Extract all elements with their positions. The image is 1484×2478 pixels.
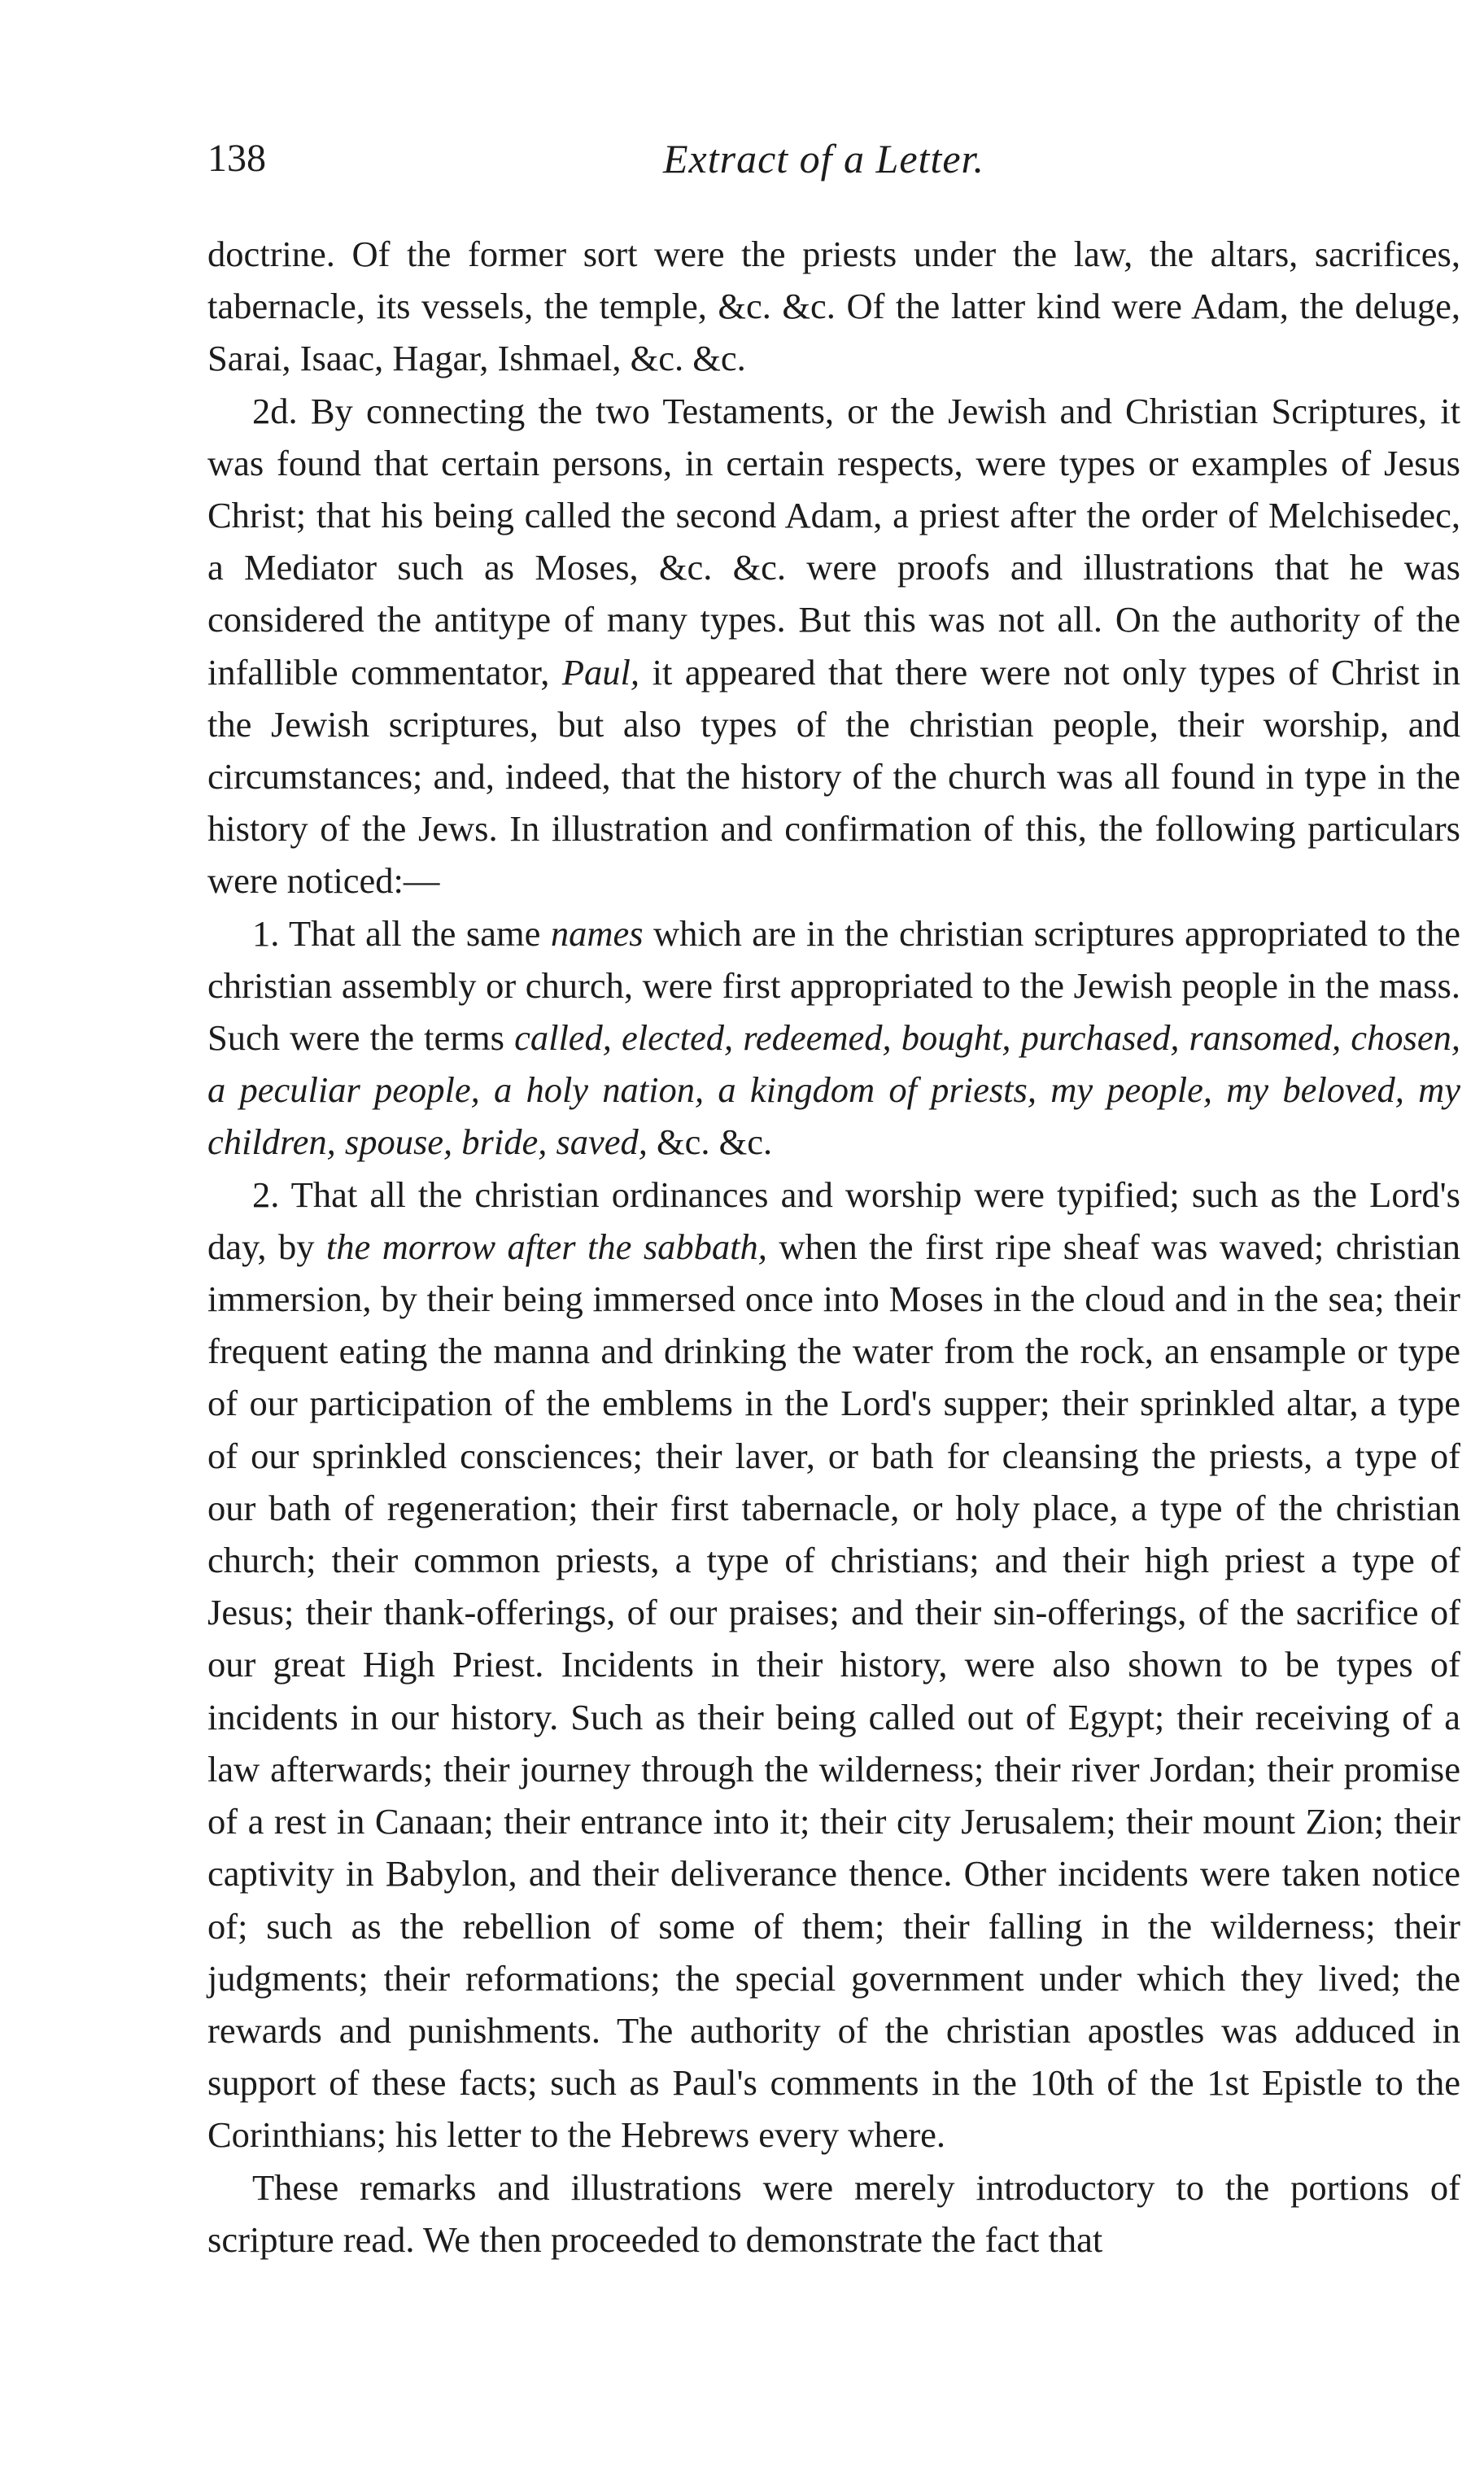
text-run: which are in the christian scriptures appropriated to the christian assembly or church, were first appropriated to the Jewish people in the mass. Such were the terms <box>207 912 1460 1059</box>
text-run: it appeared that there were not only types of Christ in the Jewish scriptures, but also types of the christian people, their worship, and circumstances; and, indeed, that the history of the church was all found in type in the history of the Jews. In illustration and confirmation of this, the following particulars were noticed:— <box>207 651 1460 902</box>
running-title: Extract of a Letter. <box>663 136 984 181</box>
text-run: &c. &c. <box>647 1121 773 1163</box>
page-header <box>207 130 1460 187</box>
italic-text: the morrow after the sabbath, <box>325 1226 767 1267</box>
italic-text: Paul, <box>561 651 640 693</box>
text-run: 1. That all the same <box>252 912 551 954</box>
body-text <box>207 228 1460 2266</box>
paragraph <box>207 2161 1460 2266</box>
page-number: 138 <box>207 137 266 180</box>
paragraph <box>207 385 1460 907</box>
italic-text: names <box>550 912 644 954</box>
list-item <box>207 1169 1460 2161</box>
paragraph <box>207 228 1460 385</box>
list-item <box>207 907 1460 1169</box>
text-run: when the first ripe sheaf was waved; christian immersion, by their being immersed once into Moses in the cloud and in the sea; their frequent eating the manna and drinking the water from the rock, an ensample or type of our participation of the emblems in the Lord's supper; their sprinkled altar, a type of our sprinkled consciences; their laver, or bath for cleansing the priests, a type of our bath of regeneration; their first tabernacle, or holy place, a type of the christian church; their common priests, a type of christians; and their high priest a type of Jesus; their thank-offerings, of our praises; and their sin-offerings, of the sacrifice of our great High Priest. Incidents in their history, were also shown to be types of incidents in our history. Such as their being called out of Egypt; their receiving of a law afterwards; their journey through the wilderness; their river Jordan; their promise of a rest in Canaan; their entrance into it; their city Jerusalem; their mount Zion; their captivity in Babylon, and their deliverance thence. Other incidents were taken notice of; such as the rebellion of some of them; their falling in the wilderness; their judgments; their reformations; the special government under which they lived; the rewards and punishments. The authority of the christian apostles was adduced in support of these facts; such as Paul's comments in the 10th of the 1st Epistle to the Corinthians; his letter to the Hebrews every where. <box>207 1226 1460 2156</box>
text-run: These remarks and illustrations were merely introductory to the portions of scripture read. We then proceeded to demonstrate the fact that <box>207 2166 1460 2260</box>
text-run: 2. That all the christian ordinances and worship were typified; such as the Lord's day, by <box>207 1173 1460 1267</box>
text-run: 2d. By connecting the two Testaments, or the Jewish and Christian Scriptures, it was found that certain persons, in certain respects, were types or examples of Jesus Christ; that his being called the second Adam, a priest after the order of Melchisedec, a Mediator such as Moses, &c. &c. were proofs and illustrations that he was considered the antitype of many types. But this was not all. On the authority of the infallible commentator, <box>207 390 1460 693</box>
text-run: doctrine. Of the former sort were the priests under the law, the altars, sacrifices, tabernacle, its vessels, the temple, &c. &c. Of the latter kind were Adam, the deluge, Sarai, Isaac, Hagar, Ishmael, &c. &c. <box>207 234 1460 379</box>
italic-text: called, elected, redeemed, bought, purchased, ransomed, chosen, a peculiar people, a holy nation, a kingdom of priests, my people, my beloved, my children, spouse, bride, saved, <box>207 1017 1460 1163</box>
